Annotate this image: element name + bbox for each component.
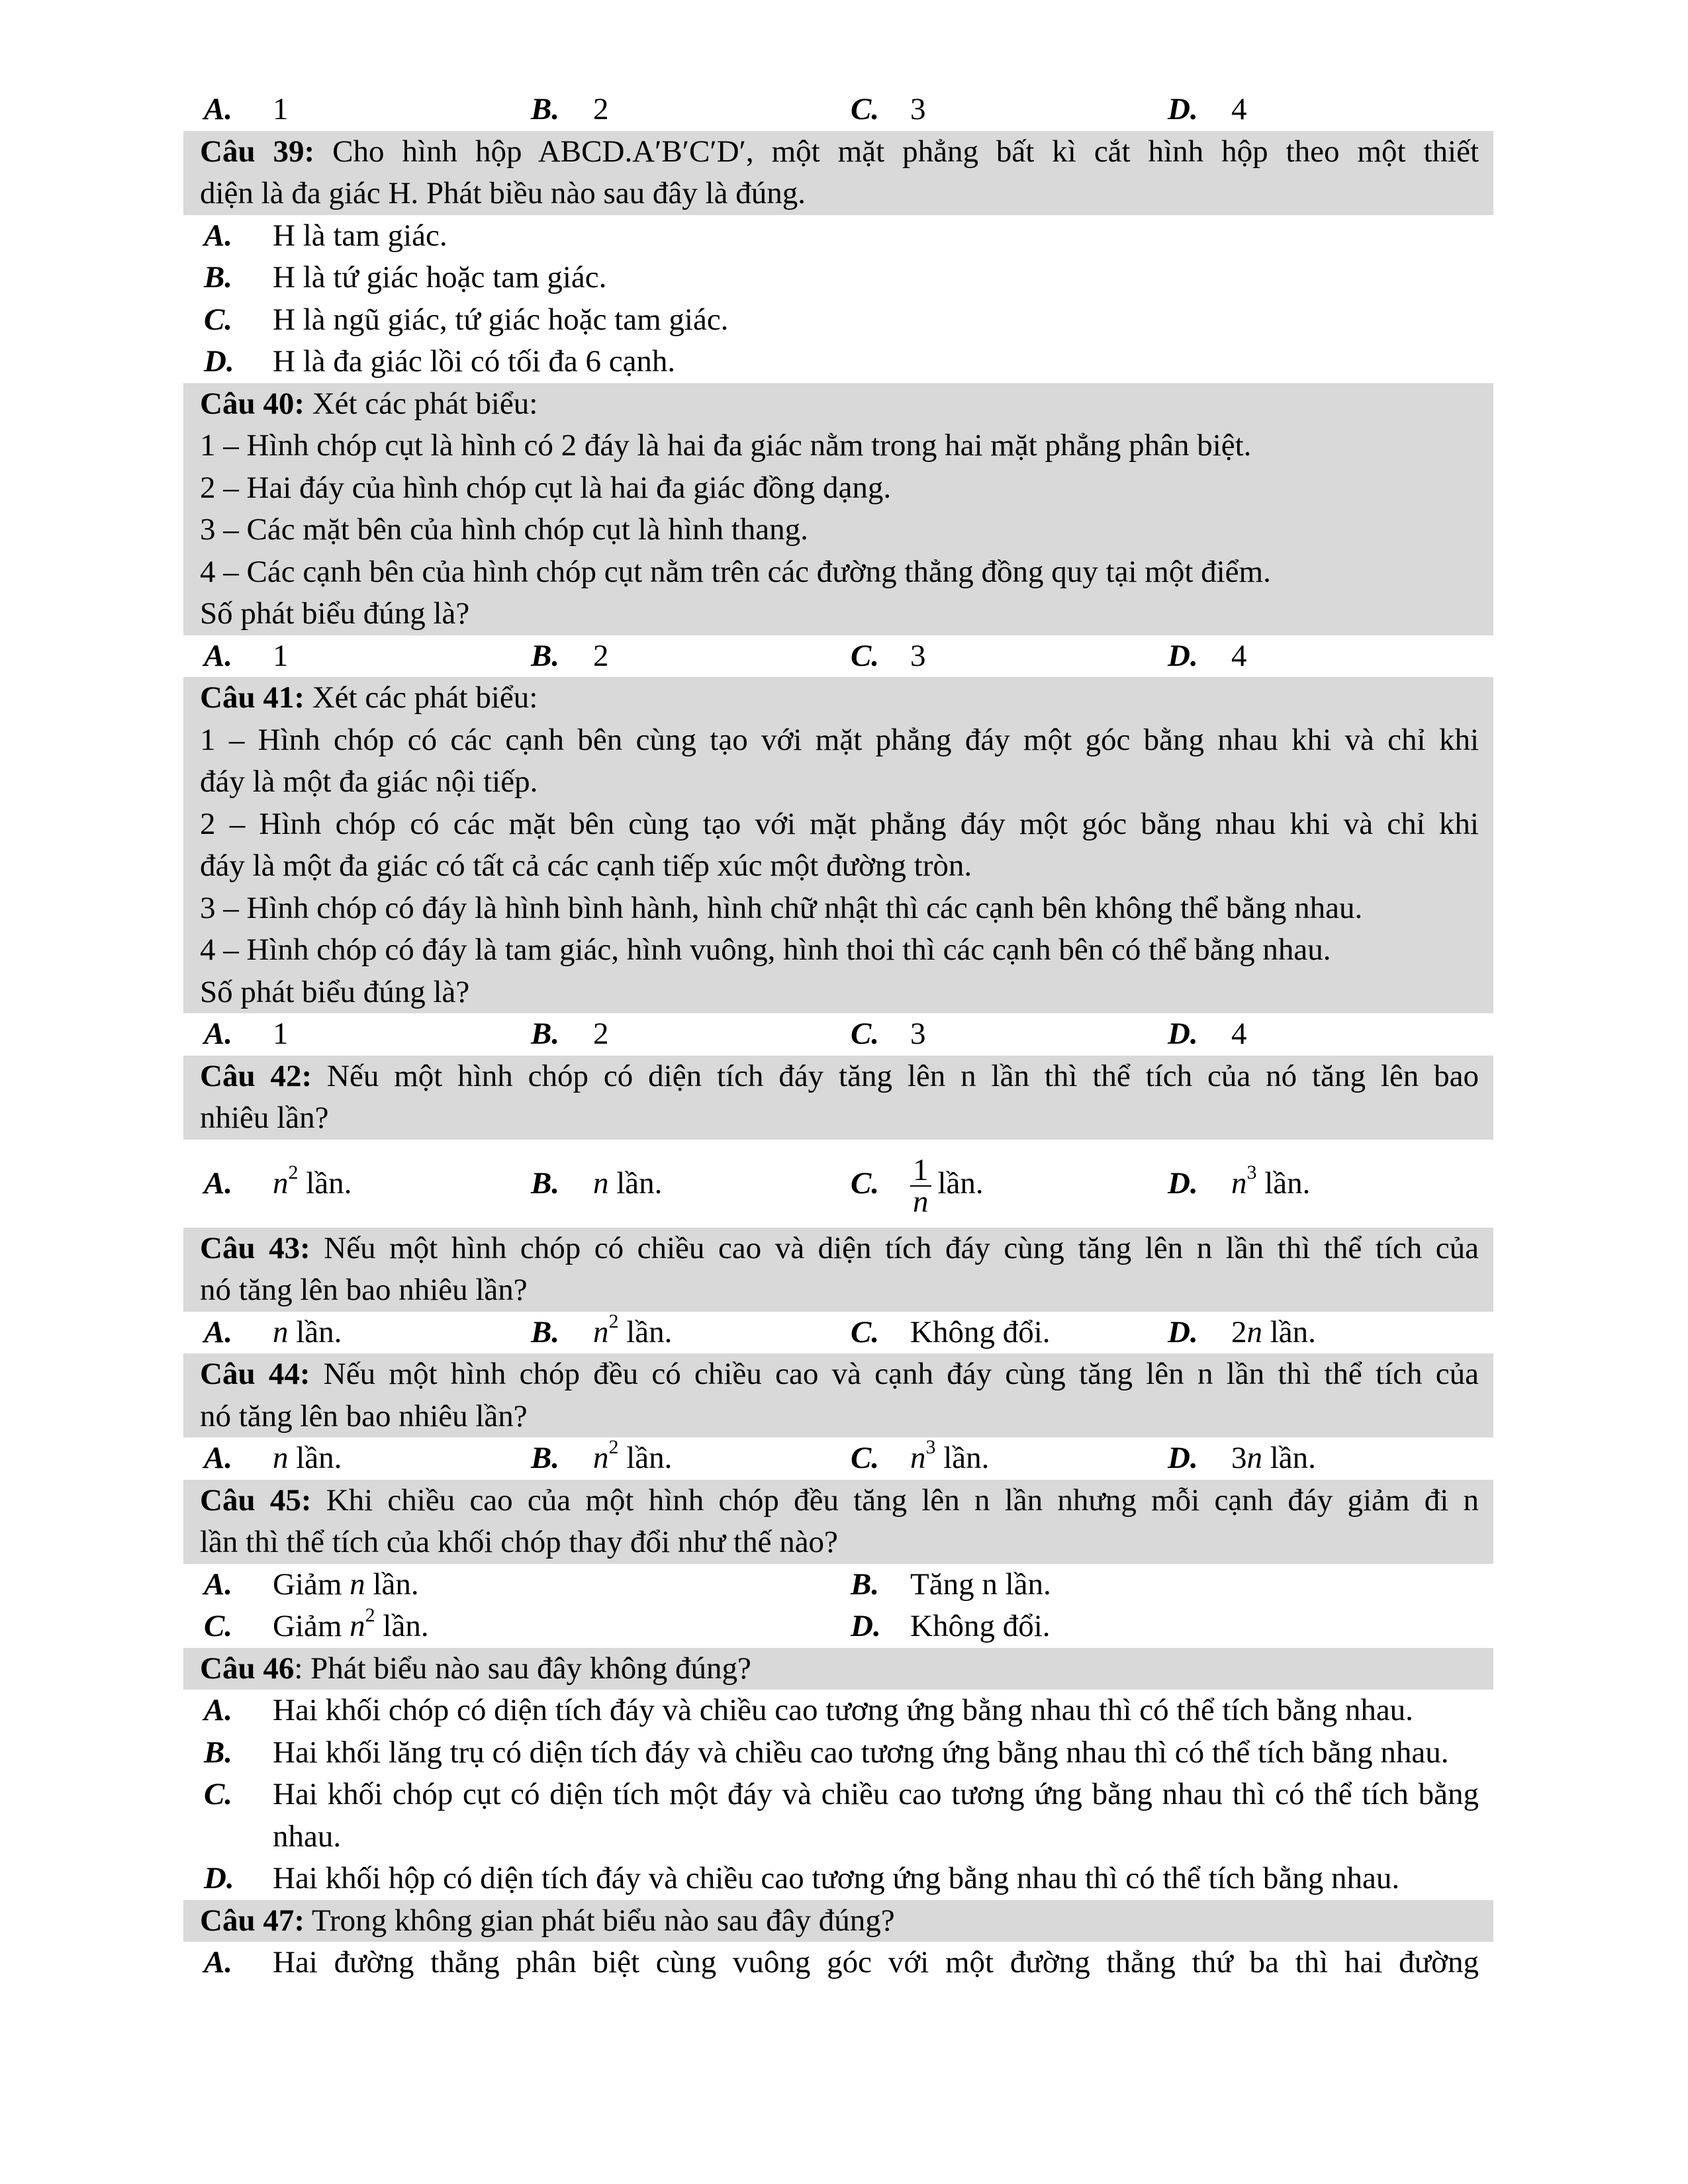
option-text — [1231, 1312, 1316, 1354]
option-a — [183, 1942, 1493, 1984]
question-40 — [183, 383, 1493, 635]
math-variable: n — [273, 1314, 289, 1349]
question-prompt: Số phát biểu đúng là? — [200, 596, 470, 631]
option-text: 4 — [1231, 92, 1247, 126]
option-text: 1 — [273, 638, 289, 673]
question-43 — [183, 1228, 1493, 1312]
option-label: B. — [531, 638, 560, 673]
math-variable: n — [910, 1441, 926, 1475]
option-text — [910, 1140, 984, 1228]
option-label: C. — [851, 1165, 880, 1201]
question-text: Nếu một hình chóp có diện tích đáy tăng lên n lần thì thể tích của nó tăng lên bao — [327, 1058, 1479, 1093]
question-number: Câu 44: — [200, 1357, 310, 1391]
option-text: lần. — [943, 1441, 990, 1475]
option-label: A. — [204, 218, 233, 253]
option-label: B. — [204, 1735, 233, 1770]
option-text — [273, 1564, 419, 1606]
math-variable: n — [1246, 1314, 1262, 1349]
option-label: C. — [851, 92, 880, 126]
option-label: B. — [531, 92, 560, 126]
option-text: lần. — [306, 1165, 352, 1201]
option-label: C. — [851, 1314, 880, 1349]
exam-page — [183, 89, 1493, 1984]
option-b — [183, 1732, 1493, 1774]
question-47 — [183, 1900, 1493, 1942]
math-variable: n — [350, 1609, 365, 1643]
exponent: 2 — [365, 1604, 375, 1626]
math-variable: n — [273, 1441, 289, 1475]
option-label: A. — [204, 1441, 233, 1475]
statement: 4 – Hình chóp có đáy là tam giác, hình vuông, hình thoi thì các cạnh bên có thể bằng nhau. — [200, 933, 1331, 967]
question-text: lần thì thể tích của khối chóp thay đổi như thế nào? — [200, 1525, 838, 1559]
exponent: 2 — [288, 1161, 299, 1183]
option-label: D. — [1168, 1314, 1198, 1349]
option-label: A. — [204, 1693, 233, 1727]
option-text — [593, 1140, 662, 1228]
option-text: 2 — [593, 1017, 609, 1051]
option-label: B. — [531, 1165, 560, 1201]
exponent: 3 — [1246, 1161, 1257, 1183]
option-text — [593, 1312, 672, 1354]
question-41 — [183, 677, 1493, 1013]
question-text: nó tăng lên bao nhiêu lần? — [200, 1273, 528, 1307]
option-label: B. — [531, 1314, 560, 1349]
option-text: H là tam giác. — [273, 218, 447, 253]
option-text: 4 — [1231, 638, 1247, 673]
question-text: : Phát biểu nào sau đây không đúng? — [294, 1651, 751, 1686]
option-label: B. — [531, 1017, 560, 1051]
option-text: Giảm — [273, 1567, 342, 1602]
denominator: n — [913, 1184, 929, 1219]
option-label: D. — [1168, 638, 1198, 673]
answer-row-q43 — [183, 1312, 1493, 1354]
statement: 4 – Các cạnh bên của hình chóp cụt nằm trên các đường thẳng đồng quy tại một điểm. — [200, 554, 1271, 589]
option-label: C. — [851, 1017, 880, 1051]
option-text: Hai khối lăng trụ có diện tích đáy và chiều cao tương ứng bằng nhau thì có thể tích bằng nhau. — [273, 1735, 1449, 1770]
option-text: 1 — [273, 92, 289, 126]
option-text: 3 — [910, 1017, 926, 1051]
option-text: Giảm — [273, 1609, 342, 1643]
statement: 3 – Các mặt bên của hình chóp cụt là hình thang. — [200, 512, 808, 547]
coefficient: 3 — [1231, 1441, 1247, 1475]
question-number: Câu 39: — [200, 134, 315, 169]
option-text — [273, 1140, 352, 1228]
option-text: H là đa giác lồi có tối đa 6 cạnh. — [273, 344, 676, 379]
answer-row-q38 — [183, 89, 1493, 131]
statement: 1 – Hình chóp có các cạnh bên cùng tạo với mặt phẳng đáy một góc bằng nhau khi và chỉ khi — [200, 722, 1479, 757]
question-number: Câu 47: — [200, 1903, 305, 1938]
option-text — [273, 1606, 429, 1648]
coefficient: 2 — [1231, 1314, 1247, 1349]
option-text: lần. — [1270, 1441, 1316, 1475]
question-42 — [183, 1056, 1493, 1140]
option-label: B. — [531, 1441, 560, 1475]
option-label: D. — [204, 1861, 234, 1895]
math-variable: n — [593, 1441, 609, 1475]
option-label: D. — [851, 1609, 881, 1643]
option-label: C. — [204, 1777, 233, 1811]
question-text: Nếu một hình chóp đều có chiều cao và cạnh đáy cùng tăng lên n lần thì thể tích của — [323, 1357, 1479, 1391]
question-number: Câu 42: — [200, 1058, 312, 1093]
option-text: lần. — [616, 1165, 663, 1201]
option-text: lần. — [937, 1165, 984, 1201]
option-text: Tăng n lần. — [910, 1567, 1051, 1602]
option-text: lần. — [626, 1441, 673, 1475]
answer-row-q44 — [183, 1437, 1493, 1480]
option-label: D. — [204, 344, 234, 379]
option-text — [593, 1437, 672, 1480]
option-text: lần. — [1264, 1165, 1311, 1201]
question-number: Câu 41: — [200, 680, 305, 715]
option-text: 2 — [593, 92, 609, 126]
option-label: A. — [204, 1567, 233, 1602]
math-variable: n — [350, 1567, 365, 1602]
question-number: Câu 46 — [200, 1651, 295, 1686]
option-text: 2 — [593, 638, 609, 673]
exponent: 2 — [608, 1436, 619, 1458]
question-number: Câu 45: — [200, 1482, 312, 1518]
question-text: Trong không gian phát biểu nào sau đây đúng? — [311, 1903, 895, 1938]
option-text: 3 — [910, 638, 926, 673]
option-text: Hai khối chóp cụt có diện tích một đáy và chiều cao tương ứng bằng nhau thì có thể tích bằng nhau. — [273, 1777, 1479, 1854]
option-text: H là tứ giác hoặc tam giác. — [273, 260, 607, 295]
exponent: 2 — [608, 1310, 619, 1332]
option-label: A. — [204, 638, 233, 673]
question-text: nhiêu lần? — [200, 1101, 329, 1135]
math-variable: n — [1231, 1165, 1247, 1201]
option-label: C. — [204, 302, 233, 337]
answer-row-q40 — [183, 635, 1493, 678]
option-text — [910, 1437, 989, 1480]
option-label: D. — [1168, 92, 1198, 126]
question-prompt: Số phát biểu đúng là? — [200, 974, 470, 1009]
option-text: lần. — [373, 1567, 419, 1602]
question-number: Câu 40: — [200, 386, 305, 421]
option-text: 1 — [273, 1017, 289, 1051]
math-variable: n — [593, 1314, 609, 1349]
option-text: Hai khối chóp có diện tích đáy và chiều cao tương ứng bằng nhau thì có thể tích bằng nhau. — [273, 1693, 1413, 1727]
option-text: Hai khối hộp có diện tích đáy và chiều cao tương ứng bằng nhau thì có thể tích bằng nhau. — [273, 1861, 1400, 1895]
question-text: diện là đa giác H. Phát biều nào sau đây là đúng. — [200, 176, 806, 210]
option-text — [273, 1312, 342, 1354]
option-text: 3 — [910, 92, 926, 126]
math-variable: n — [1246, 1441, 1262, 1475]
option-label: C. — [851, 638, 880, 673]
option-a — [183, 1690, 1493, 1732]
option-text — [1231, 1140, 1310, 1228]
option-text: lần. — [1270, 1314, 1316, 1349]
option-text: lần. — [296, 1314, 342, 1349]
question-45 — [183, 1480, 1493, 1564]
question-text: nó tăng lên bao nhiêu lần? — [200, 1398, 528, 1433]
statement: đáy là một đa giác có tất cả các cạnh tiếp xúc một đường tròn. — [200, 848, 972, 883]
question-text: Nếu một hình chóp có chiều cao và diện tích đáy cùng tăng lên n lần thì thể tích của — [324, 1230, 1479, 1265]
question-text: Cho hình hộp ABCD.A′B′C′D′, một mặt phẳng bất kì cắt hình hộp theo một thiết — [332, 134, 1479, 169]
statement: 2 – Hình chóp có các mặt bên cùng tạo với mặt phẳng đáy một góc bằng nhau khi và chỉ khi — [200, 806, 1479, 841]
option-text: Không đổi. — [910, 1609, 1051, 1643]
question-46 — [183, 1648, 1493, 1690]
option-label: B. — [851, 1567, 880, 1602]
answer-row-q45 — [183, 1564, 1493, 1606]
statement: 2 – Hai đáy của hình chóp cụt là hai đa giác đồng dạng. — [200, 470, 892, 505]
option-text — [273, 1437, 342, 1480]
statement: 3 – Hình chóp có đáy là hình bình hành, hình chữ nhật thì các cạnh bên không thể bằng nhau. — [200, 890, 1363, 925]
option-text: H là ngũ giác, tứ giác hoặc tam giác. — [273, 302, 729, 337]
option-label: D. — [1168, 1441, 1198, 1475]
option-c — [183, 1774, 1493, 1858]
question-44 — [183, 1353, 1493, 1437]
option-text: lần. — [383, 1609, 429, 1643]
answer-row-q41 — [183, 1013, 1493, 1056]
numerator: 1 — [910, 1155, 931, 1187]
option-text: lần. — [626, 1314, 673, 1349]
statement: đáy là một đa giác nội tiếp. — [200, 764, 538, 799]
option-text: lần. — [296, 1441, 342, 1475]
question-39 — [183, 131, 1493, 215]
exponent: 3 — [925, 1436, 936, 1458]
option-label: D. — [1168, 1165, 1198, 1201]
option-text: 4 — [1231, 1017, 1247, 1051]
statement: 1 – Hình chóp cụt là hình có 2 đáy là hai đa giác nằm trong hai mặt phẳng phân biệt. — [200, 428, 1252, 463]
math-variable: n — [273, 1165, 289, 1201]
option-text — [1231, 1437, 1316, 1480]
option-label: D. — [1168, 1017, 1198, 1051]
question-text: Xét các phát biểu: — [312, 680, 538, 715]
answer-row-q42 — [183, 1140, 1493, 1228]
question-text: Xét các phát biểu: — [312, 386, 538, 421]
option-text: Không đổi. — [910, 1314, 1051, 1349]
option-label: A. — [204, 1314, 233, 1349]
option-text: Hai đường thẳng phân biệt cùng vuông góc với một đường thẳng thứ ba thì hai đường — [273, 1945, 1479, 1979]
fraction — [910, 1152, 931, 1219]
option-label: A. — [204, 92, 233, 126]
math-variable: n — [593, 1165, 609, 1201]
option-label: B. — [204, 260, 233, 295]
option-label: C. — [204, 1609, 233, 1643]
answer-row-q45 — [183, 1606, 1493, 1648]
option-label: C. — [851, 1441, 880, 1475]
question-text: Khi chiều cao của một hình chóp đều tăng lên n lần nhưng mỗi cạnh đáy giảm đi n — [326, 1482, 1479, 1518]
option-label: A. — [204, 1945, 233, 1979]
question-number: Câu 43: — [200, 1230, 310, 1265]
option-label: A. — [204, 1017, 233, 1051]
option-label: A. — [204, 1165, 233, 1201]
option-d — [183, 1858, 1493, 1900]
